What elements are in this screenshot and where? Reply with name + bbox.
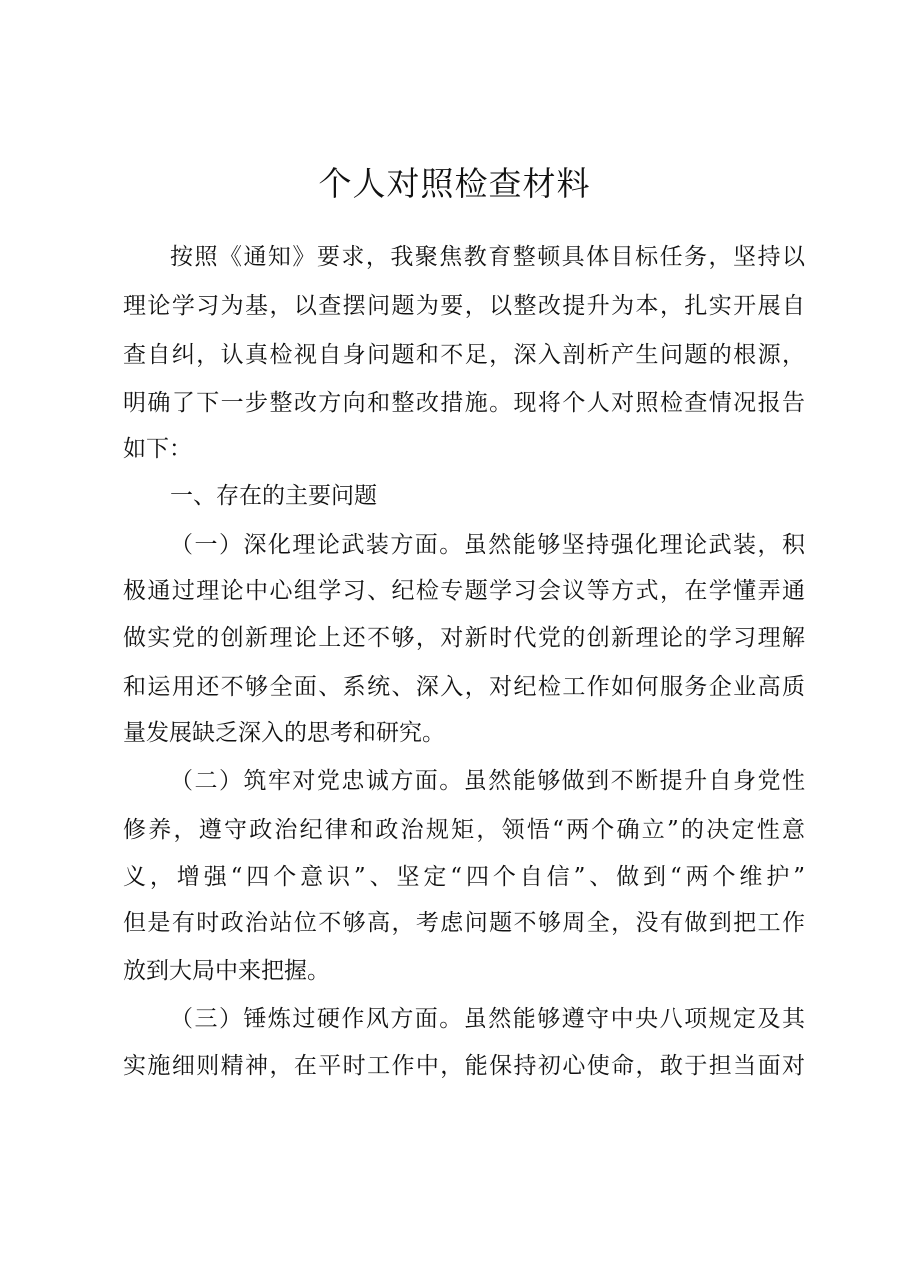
item2-line-1: （二）筑牢对党忠诚方面。虽然能够做到不断提升自身党性 [170, 768, 805, 794]
item2-line-4: 但是有时政治站位不够高，考虑问题不够周全，没有做到把工作 [123, 910, 805, 936]
item1-line-4: 和运用还不够全面、系统、深入，对纪检工作如何服务企业高质 [123, 674, 805, 700]
item1-line-1: （一）深化理论武装方面。虽然能够坚持强化理论武装，积 [170, 532, 805, 558]
item1-line-2: 极通过理论中心组学习、纪检专题学习会议等方式，在学懂弄通 [123, 578, 805, 604]
item3-line-2: 实施细则精神，在平时工作中，能保持初心使命，敢于担当面对 [123, 1053, 805, 1079]
item2-line-3: 义，增强“四个意识”、坚定“四个自信”、做到“两个维护” [123, 864, 805, 890]
section-heading: 一、存在的主要问题 [170, 483, 377, 509]
item3-line-1: （三）锤炼过硬作风方面。虽然能够遵守中央八项规定及其 [170, 1006, 805, 1032]
item1-line-3: 做实党的创新理论上还不够，对新时代党的创新理论的学习理解 [123, 625, 805, 651]
item2-line-5: 放到大局中来把握。 [123, 958, 330, 984]
intro-line-1: 按照《通知》要求，我聚焦教育整顿具体目标任务，坚持以 [170, 244, 805, 270]
intro-line-2: 理论学习为基，以查摆问题为要，以整改提升为本，扎实开展自 [123, 293, 805, 319]
intro-line-5: 如下： [123, 436, 192, 462]
intro-line-3: 查自纠，认真检视自身问题和不足，深入剖析产生问题的根源， [123, 342, 805, 368]
intro-line-4: 明确了下一步整改方向和整改措施。现将个人对照检查情况报告 [123, 390, 805, 416]
item2-line-2: 修养，遵守政治纪律和政治规矩，领悟“两个确立”的决定性意 [123, 817, 805, 843]
document-title: 个人对照检查材料 [318, 164, 591, 203]
item1-line-5: 量发展缺乏深入的思考和研究。 [123, 720, 445, 746]
